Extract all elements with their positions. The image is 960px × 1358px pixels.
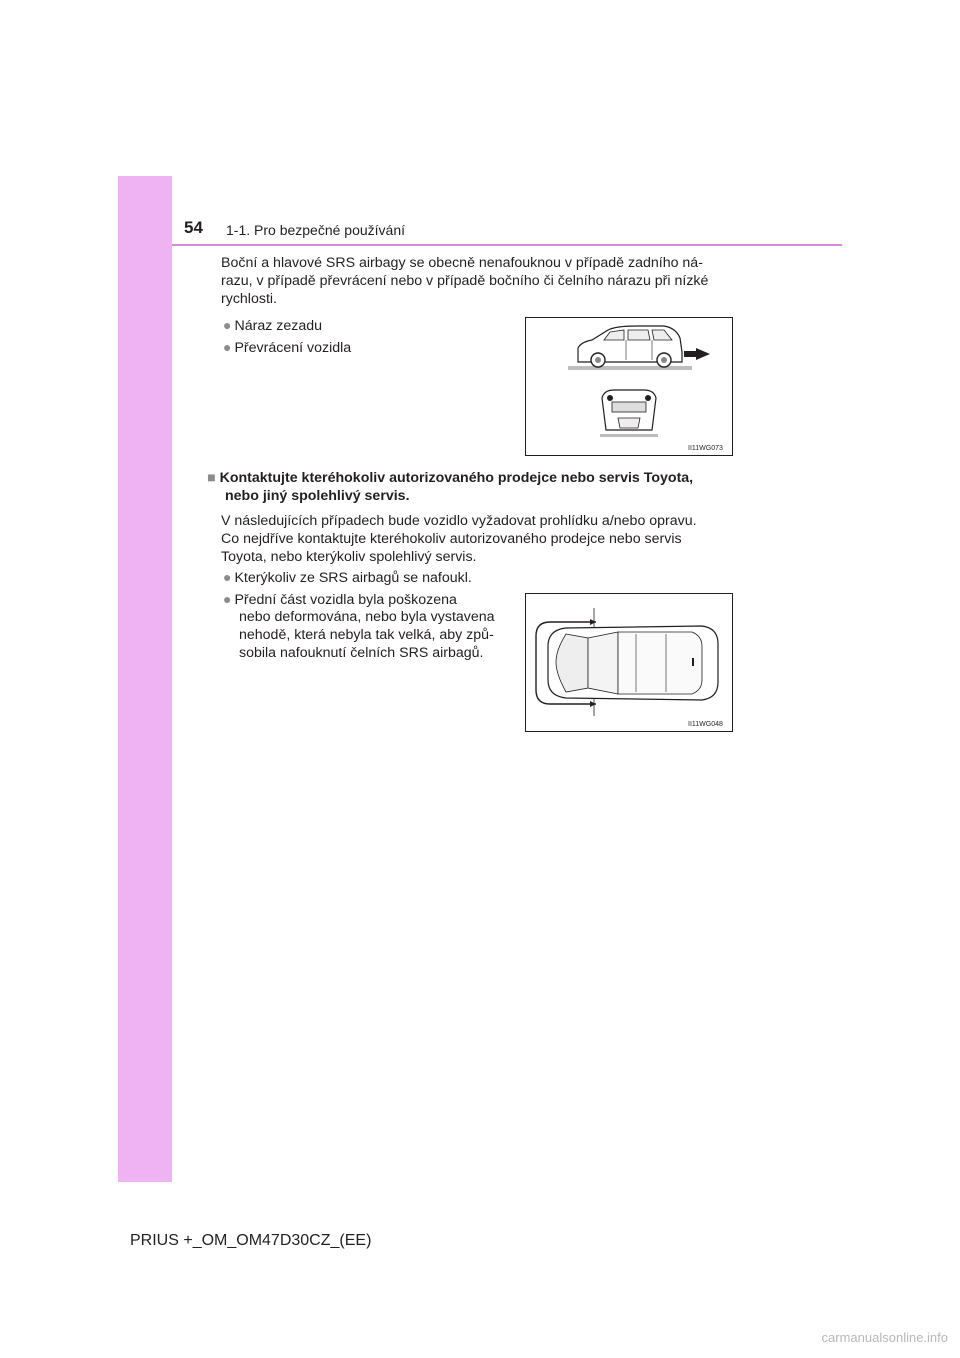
document-id-footer: PRIUS +_OM_OM47D30CZ_(EE)	[130, 1232, 372, 1249]
figure-front-damage	[525, 593, 733, 732]
bullet-dot-icon: ●	[223, 591, 232, 607]
header-divider	[172, 244, 842, 246]
car-side-and-rollover-illustration	[526, 318, 732, 455]
figure-rear-impact-rollover	[525, 317, 733, 456]
bullet-text: Náraz zezadu	[234, 318, 323, 334]
intro-line: rychlosti.	[221, 291, 277, 307]
bullet-dot-icon: ●	[223, 317, 232, 333]
bullet-rollover	[223, 338, 351, 357]
section-title: 1-1. Pro bezpečné používání	[226, 222, 406, 238]
car-top-view-illustration	[526, 594, 732, 731]
figure-code: II11WG048	[688, 721, 723, 728]
para-line: Co nejdříve kontaktujte kteréhokoliv autorizovaného prodejce nebo servis	[221, 531, 682, 547]
heading-line: Kontaktujte kteréhokoliv autorizovaného prodejce nebo servis Toyota,	[219, 470, 694, 486]
section-sidebar-tab	[118, 176, 172, 1182]
bullet-text: nebo deformována, nebo byla vystavena	[239, 609, 495, 625]
page-number: 54	[184, 218, 203, 237]
bullet-rear-impact	[223, 316, 322, 335]
square-bullet-icon: ■	[207, 470, 216, 486]
bullet-text: sobila nafouknutí čelních SRS airbagů.	[239, 645, 484, 661]
bullet-dot-icon: ●	[223, 339, 232, 355]
bullet-text: nehodě, která nebyla tak velká, aby způ-	[239, 627, 494, 643]
heading-line: nebo jiný spolehlivý servis.	[225, 488, 410, 504]
para-line: Toyota, nebo kterýkoliv spolehlivý servis.	[221, 549, 477, 565]
bullet-airbag-deployed	[223, 568, 472, 587]
bullet-line	[223, 590, 457, 609]
bullet-dot-icon: ●	[223, 569, 232, 585]
figure-code: II11WG073	[688, 445, 723, 452]
section-heading	[207, 469, 745, 505]
bullet-text: Přední část vozidla byla poškozena	[234, 592, 457, 608]
watermark: carmanualsonline.info	[821, 1330, 948, 1345]
intro-line: Boční a hlavové SRS airbagy se obecně nenafouknou v případě zadního ná-	[221, 255, 703, 271]
bullet-text: Kterýkoliv ze SRS airbagů se nafoukl.	[234, 570, 472, 586]
para-line: V následujících případech bude vozidlo vyžadovat prohlídku a/nebo opravu.	[221, 513, 697, 529]
intro-line: razu, v případě převrácení nebo v případě bočního či čelního nárazu při nízké	[221, 273, 709, 289]
bullet-text: Převrácení vozidla	[234, 340, 352, 356]
